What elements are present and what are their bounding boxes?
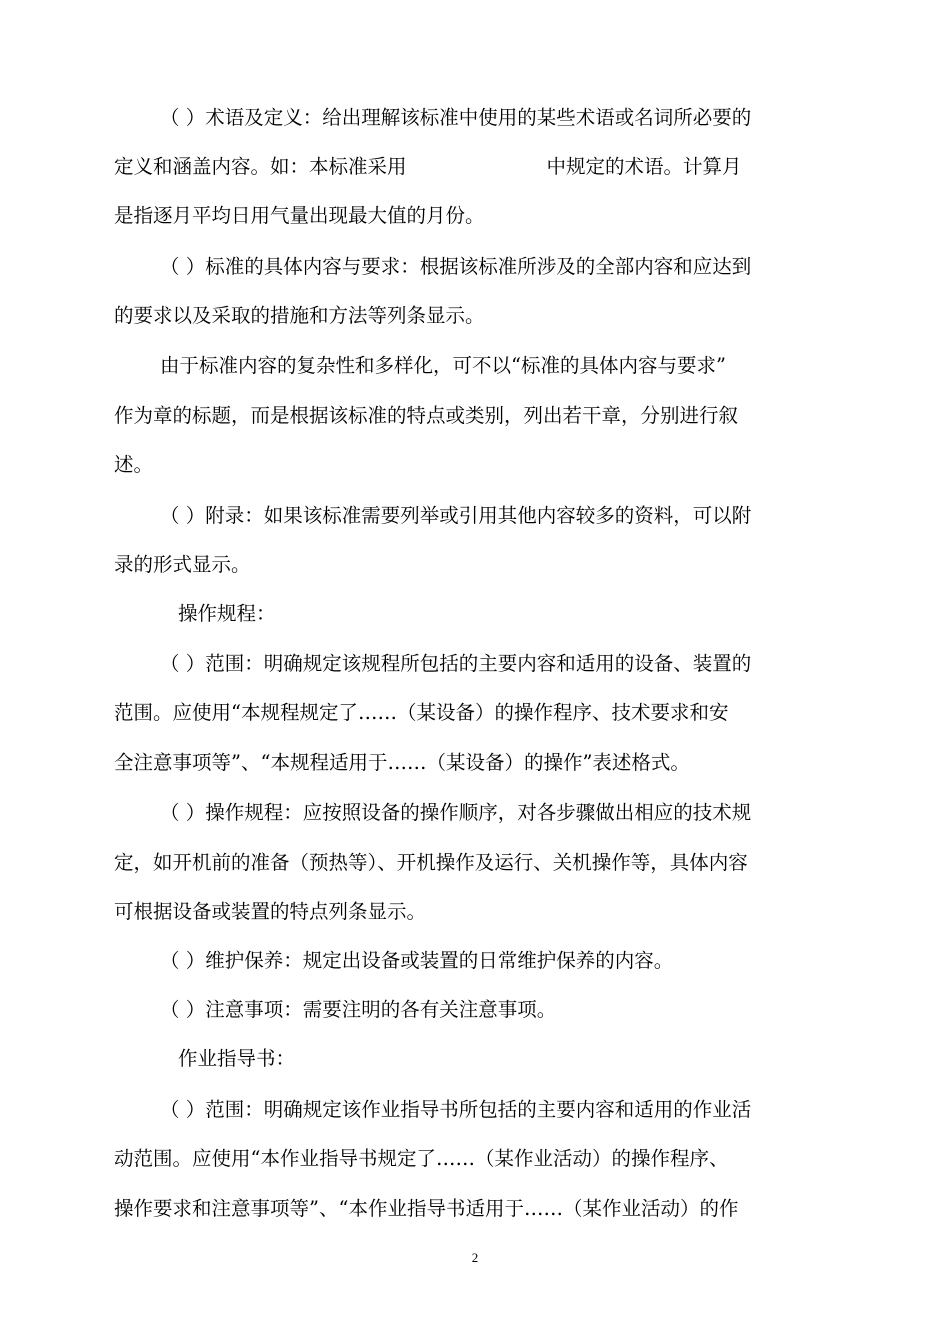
page-number: 2: [471, 1250, 479, 1265]
paragraph-line: 是指逐月平均日用气量出现最大值的月份。: [114, 204, 485, 227]
paragraph-line: （ ）维护保养：规定出设备或装置的日常维护保养的内容。: [160, 949, 674, 972]
paragraph-line: （ ）术语及定义：给出理解该标准中使用的某些术语或名词所必要的: [160, 106, 752, 129]
paragraph-line: [114, 155, 742, 179]
paragraph-line: 范围。应使用“本规程规定了……（某设备）的操作程序、技术要求和安: [114, 701, 729, 724]
line-segment: 中规定的术语。计算月: [546, 155, 742, 178]
paragraph-line: 录的形式显示。: [114, 553, 251, 576]
paragraph-line: 可根据设备或装置的特点列条显示。: [114, 900, 427, 923]
section-heading: 操作规程：: [178, 602, 276, 625]
paragraph-line: 定，如开机前的准备（预热等）、开机操作及运行、关机操作等，具体内容: [114, 851, 748, 874]
paragraph-line: 操作要求和注意事项等”、“本作业指导书适用于……（某作业活动）的作: [114, 1197, 739, 1220]
paragraph-line: （ ）范围：明确规定该规程所包括的主要内容和适用的设备、装置的: [160, 652, 752, 675]
paragraph-line: （ ）注意事项：需要注明的各有关注意事项。: [160, 998, 557, 1021]
paragraph-line: （ ）范围：明确规定该作业指导书所包括的主要内容和适用的作业活: [160, 1098, 752, 1121]
paragraph-line: 的要求以及采取的措施和方法等列条显示。: [114, 304, 485, 327]
paragraph-line: 全注意事项等”、“本规程适用于……（某设备）的操作”表述格式。: [114, 751, 690, 774]
paragraph-line: （ ）操作规程：应按照设备的操作顺序，对各步骤做出相应的技术规: [160, 801, 752, 824]
line-segment: 定义和涵盖内容。如：本标准采用: [114, 155, 407, 178]
paragraph-line: 述。: [114, 453, 154, 476]
paragraph-line: 作为章的标题，而是根据该标准的特点或类别，列出若干章，分别进行叙: [114, 404, 739, 427]
paragraph-line: （ ）附录：如果该标准需要列举或引用其他内容较多的资料，可以附: [160, 504, 752, 527]
section-heading: 作业指导书：: [178, 1047, 296, 1070]
paragraph-line: （ ）标准的具体内容与要求：根据该标准所涉及的全部内容和应达到: [160, 255, 752, 278]
paragraph-line: 动范围。应使用“本作业指导书规定了……（某作业活动）的操作程序、: [114, 1147, 729, 1170]
paragraph-line: 由于标准内容的复杂性和多样化，可不以“标准的具体内容与要求”: [160, 354, 726, 377]
